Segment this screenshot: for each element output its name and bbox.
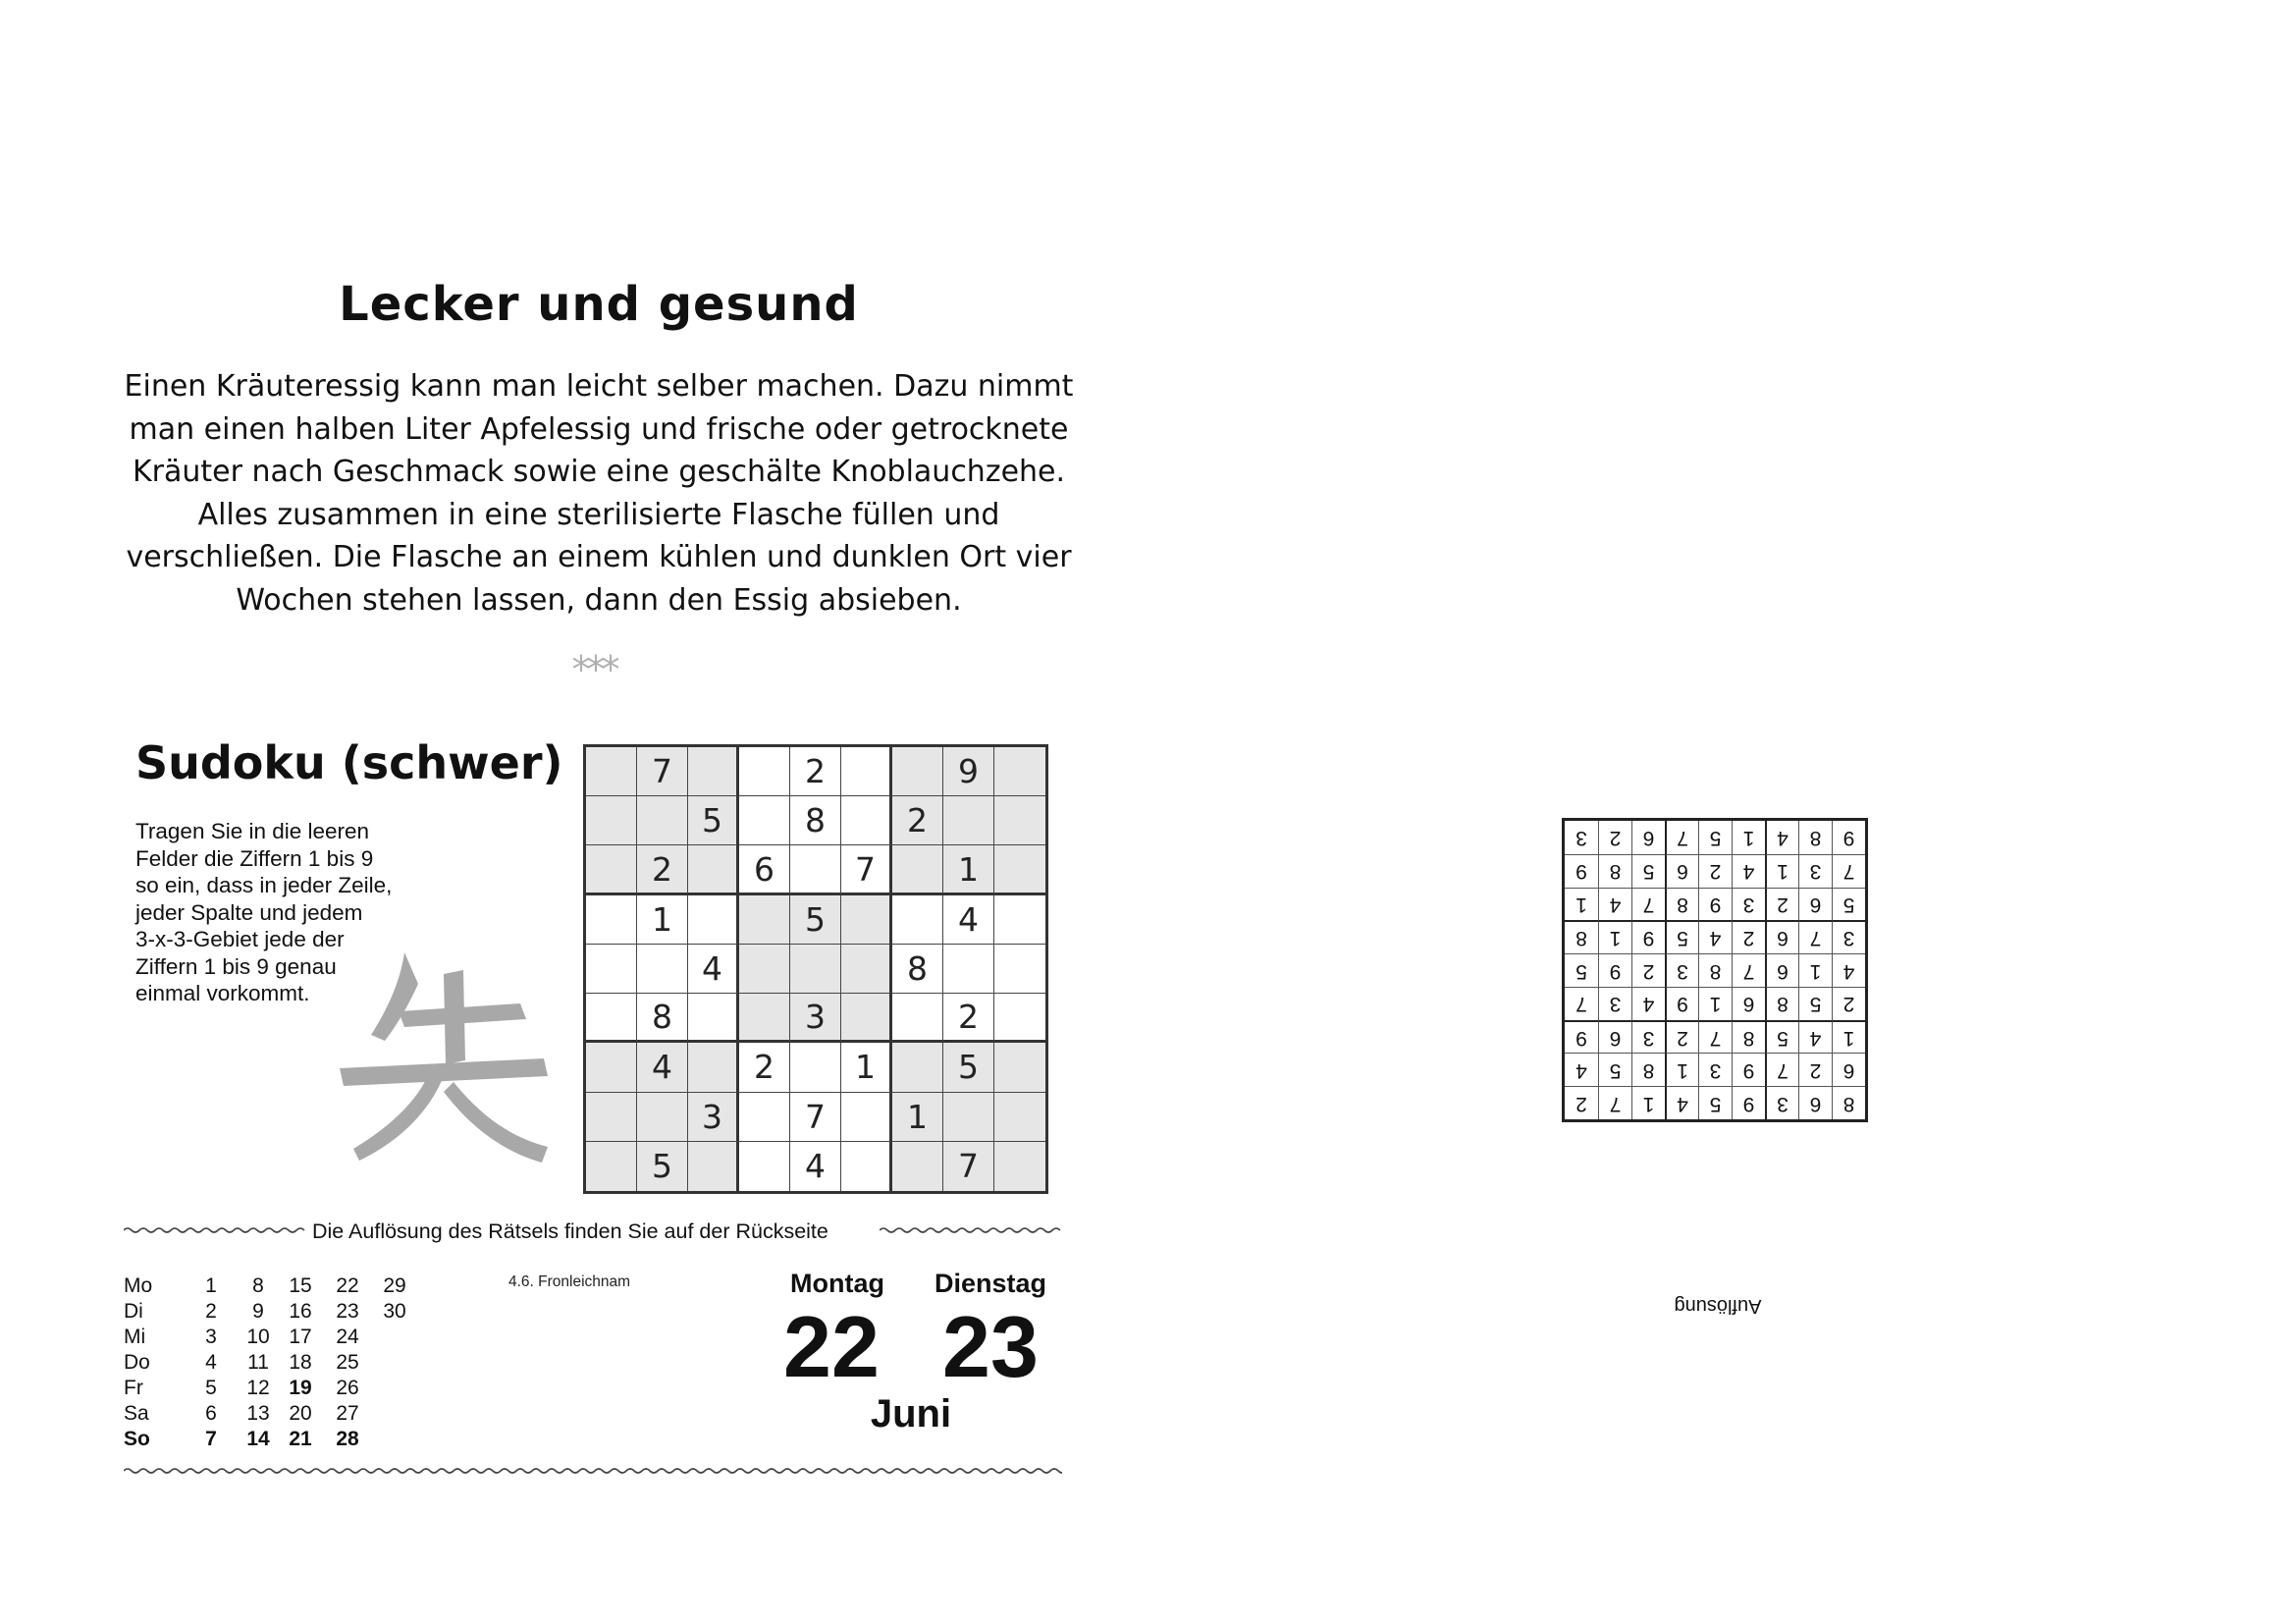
sudoku-empty-cell[interactable]	[739, 1142, 790, 1191]
sudoku-given-cell: 4	[943, 895, 994, 945]
calendar-date: 29	[383, 1274, 406, 1297]
sudoku-empty-cell[interactable]	[994, 1142, 1045, 1191]
solution-hint: Die Auflösung des Rätsels finden Sie auf der Rückseite	[312, 1219, 828, 1243]
solution-cell: 5	[1698, 1086, 1732, 1119]
sudoku-empty-cell[interactable]	[688, 994, 739, 1043]
solution-cell: 3	[1665, 953, 1698, 987]
solution-cell: 1	[1665, 1053, 1698, 1086]
calendar-weekday-label: Fr	[124, 1377, 143, 1399]
solution-cell: 7	[1732, 953, 1765, 987]
solution-cell: 2	[1598, 821, 1631, 854]
sudoku-empty-cell[interactable]	[994, 895, 1045, 945]
calendar-date: 25	[336, 1351, 359, 1374]
solution-cell: 9	[1698, 888, 1732, 921]
sudoku-given-cell: 5	[943, 1043, 994, 1092]
sudoku-empty-cell[interactable]	[790, 945, 841, 994]
sudoku-empty-cell[interactable]	[943, 945, 994, 994]
article-line: man einen halben Liter Apfelessig und frische oder getrocknete	[129, 411, 1069, 447]
solution-cell: 2	[1631, 953, 1665, 987]
holiday-note: 4.6. Fronleichnam	[508, 1273, 631, 1290]
sudoku-empty-cell[interactable]	[637, 945, 688, 994]
sudoku-empty-cell[interactable]	[586, 895, 637, 945]
separator-stars: ***	[571, 648, 616, 691]
sudoku-grid[interactable]	[583, 744, 1048, 1194]
sudoku-empty-cell[interactable]	[586, 945, 637, 994]
calendar-weekday-label: Do	[124, 1351, 150, 1374]
kanji-character-icon	[336, 945, 554, 1168]
solution-cell: 2	[1665, 1020, 1698, 1054]
sudoku-given-cell: 9	[943, 747, 994, 796]
solution-cell: 1	[1798, 953, 1832, 987]
sudoku-given-cell: 2	[739, 1043, 790, 1092]
calendar-date: 17	[289, 1326, 312, 1348]
calendar-weekday-label: Di	[124, 1300, 143, 1323]
sudoku-given-cell: 3	[688, 1093, 739, 1142]
calendar-date: 28	[336, 1428, 359, 1450]
calendar-date: 30	[383, 1300, 406, 1323]
solution-cell: 6	[1732, 987, 1765, 1020]
sudoku-given-cell: 5	[688, 796, 739, 845]
sudoku-given-cell: 4	[790, 1142, 841, 1191]
solution-cell: 5	[1631, 854, 1665, 888]
solution-cell: 5	[1798, 987, 1832, 1020]
solution-cell: 4	[1598, 888, 1631, 921]
solution-cell: 5	[1598, 1053, 1631, 1086]
instruction-line: Felder die Ziffern 1 bis 9	[135, 845, 374, 871]
day-name-monday: Montag	[790, 1269, 884, 1298]
calendar-weekday-label: Sa	[124, 1402, 149, 1425]
sudoku-empty-cell[interactable]	[586, 845, 637, 894]
solution-cell: 8	[1598, 854, 1631, 888]
solution-cell: 2	[1832, 987, 1865, 1020]
solution-cell: 9	[1732, 1086, 1765, 1119]
solution-cell: 8	[1665, 888, 1698, 921]
sudoku-empty-cell[interactable]	[688, 747, 739, 796]
solution-cell: 7	[1565, 987, 1598, 1020]
solution-cell: 9	[1598, 953, 1631, 987]
solution-cell: 6	[1665, 854, 1698, 888]
sudoku-empty-cell[interactable]	[790, 1043, 841, 1092]
solution-cell: 8	[1732, 1020, 1765, 1054]
solution-cell: 3	[1765, 1086, 1798, 1119]
calendar-date: 9	[252, 1300, 264, 1323]
sudoku-given-cell: 2	[892, 796, 943, 845]
solution-cell: 3	[1732, 888, 1765, 921]
calendar-date: 23	[336, 1300, 359, 1323]
solution-cell: 4	[1798, 1020, 1832, 1054]
solution-cell: 8	[1698, 953, 1732, 987]
sudoku-empty-cell[interactable]	[892, 994, 943, 1043]
sudoku-empty-cell[interactable]	[841, 945, 892, 994]
calendar-date: 26	[336, 1377, 359, 1399]
calendar-date: 5	[205, 1377, 217, 1399]
calendar-date: 10	[246, 1326, 270, 1348]
sudoku-empty-cell[interactable]	[739, 796, 790, 845]
sudoku-empty-cell[interactable]	[688, 845, 739, 894]
solution-cell: 1	[1732, 821, 1765, 854]
sudoku-given-cell: 5	[790, 895, 841, 945]
calendar-date: 16	[289, 1300, 312, 1323]
sudoku-empty-cell[interactable]	[637, 1093, 688, 1142]
calendar-date: 18	[289, 1351, 312, 1374]
solution-cell: 2	[1565, 1086, 1598, 1119]
sudoku-given-cell: 7	[841, 845, 892, 894]
sudoku-empty-cell[interactable]	[892, 747, 943, 796]
calendar-weekday-label: Mi	[124, 1326, 146, 1348]
solution-cell: 8	[1832, 1086, 1865, 1119]
solution-cell: 3	[1598, 987, 1631, 1020]
calendar-date: 2	[205, 1300, 217, 1323]
sudoku-given-cell: 4	[637, 1043, 688, 1092]
sudoku-given-cell: 1	[892, 1093, 943, 1142]
sudoku-empty-cell[interactable]	[892, 1043, 943, 1092]
instruction-line: Ziffern 1 bis 9 genau	[135, 953, 337, 979]
solution-cell: 4	[1565, 1053, 1598, 1086]
calendar-date: 14	[246, 1428, 270, 1450]
sudoku-empty-cell[interactable]	[586, 1043, 637, 1092]
day-number-22: 22	[783, 1298, 880, 1395]
wave-divider	[124, 1225, 306, 1235]
solution-cell: 6	[1832, 1053, 1865, 1086]
article-line: verschließen. Die Flasche an einem kühlen und dunklen Ort vier	[126, 540, 1072, 574]
solution-cell: 2	[1765, 888, 1798, 921]
sudoku-empty-cell[interactable]	[790, 845, 841, 894]
sudoku-given-cell: 6	[739, 845, 790, 894]
calendar-date: 20	[289, 1402, 312, 1425]
solution-cell: 6	[1598, 1020, 1631, 1054]
solution-cell: 4	[1665, 1086, 1698, 1119]
solution-cell: 5	[1565, 953, 1598, 987]
solution-cell: 3	[1631, 1020, 1665, 1054]
sudoku-empty-cell[interactable]	[688, 1043, 739, 1092]
sudoku-empty-cell[interactable]	[841, 1093, 892, 1142]
solution-cell: 2	[1698, 854, 1732, 888]
solution-cell: 7	[1665, 821, 1698, 854]
calendar-date: 27	[336, 1402, 359, 1425]
sudoku-given-cell: 8	[637, 994, 688, 1043]
calendar-date: 21	[289, 1428, 312, 1450]
solution-cell: 7	[1631, 888, 1665, 921]
solution-cell: 4	[1765, 821, 1798, 854]
sudoku-given-cell: 8	[790, 796, 841, 845]
solution-cell: 6	[1631, 821, 1665, 854]
calendar-date: 8	[252, 1274, 264, 1297]
article-line: Einen Kräuteressig kann man leicht selber machen. Dazu nimmt	[124, 369, 1074, 404]
sudoku-empty-cell[interactable]	[841, 1142, 892, 1191]
solution-grid	[1562, 818, 1868, 1122]
solution-cell: 8	[1631, 1053, 1665, 1086]
calendar-date: 13	[246, 1402, 270, 1425]
sudoku-empty-cell[interactable]	[943, 796, 994, 845]
instruction-line: 3-x-3-Gebiet jede der	[135, 927, 345, 951]
solution-cell: 7	[1765, 1053, 1798, 1086]
sudoku-empty-cell[interactable]	[688, 1142, 739, 1191]
solution-cell: 7	[1598, 1086, 1631, 1119]
solution-cell: 8	[1765, 987, 1798, 1020]
solution-cell: 4	[1698, 920, 1732, 953]
article-body	[118, 365, 1080, 622]
solution-cell: 3	[1698, 1053, 1732, 1086]
sudoku-empty-cell[interactable]	[586, 796, 637, 845]
sudoku-empty-cell[interactable]	[739, 747, 790, 796]
solution-cell: 3	[1798, 854, 1832, 888]
solution-cell: 9	[1565, 1020, 1598, 1054]
solution-cell: 1	[1765, 854, 1798, 888]
calendar-date: 11	[247, 1351, 269, 1374]
solution-cell: 4	[1732, 854, 1765, 888]
sudoku-given-cell: 2	[790, 747, 841, 796]
article-line: Alles zusammen in eine sterilisierte Flasche füllen und	[197, 497, 1000, 532]
solution-cell: 6	[1798, 888, 1832, 921]
sudoku-empty-cell[interactable]	[739, 895, 790, 945]
solution-cell: 1	[1565, 888, 1598, 921]
solution-cell: 8	[1798, 821, 1832, 854]
sudoku-empty-cell[interactable]	[994, 1093, 1045, 1142]
solution-cell: 3	[1575, 826, 1587, 849]
wave-divider-bottom	[124, 1466, 1062, 1476]
solution-cell: 1	[1832, 1020, 1865, 1054]
calendar-date: 1	[205, 1274, 217, 1297]
sudoku-title: Sudoku (schwer)	[135, 736, 563, 789]
sudoku-given-cell: 7	[790, 1093, 841, 1142]
solution-cell: 1	[1598, 920, 1631, 953]
sudoku-empty-cell[interactable]	[586, 1093, 637, 1142]
solution-cell: 5	[1832, 888, 1865, 921]
solution-cell: 9	[1832, 821, 1865, 854]
sudoku-empty-cell[interactable]	[586, 994, 637, 1043]
sudoku-empty-cell[interactable]	[841, 895, 892, 945]
sudoku-empty-cell[interactable]	[994, 747, 1045, 796]
sudoku-given-cell: 1	[637, 895, 688, 945]
solution-cell: 4	[1631, 987, 1665, 1020]
sudoku-empty-cell[interactable]	[586, 1142, 637, 1191]
sudoku-empty-cell[interactable]	[994, 994, 1045, 1043]
solution-cell: 5	[1698, 821, 1732, 854]
article-line: Kräuter nach Geschmack sowie eine geschälte Knoblauchzehe.	[132, 455, 1066, 489]
solution-cell: 1	[1631, 1086, 1665, 1119]
sudoku-given-cell: 1	[943, 845, 994, 894]
solution-cell: 1	[1698, 987, 1732, 1020]
solution-cell: 9	[1732, 1053, 1765, 1086]
sudoku-empty-cell[interactable]	[994, 945, 1045, 994]
sudoku-given-cell: 2	[943, 994, 994, 1043]
solution-cell: 5	[1665, 920, 1698, 953]
solution-label: Auflösung	[1674, 1295, 1762, 1317]
sudoku-given-cell: 4	[688, 945, 739, 994]
solution-cell: 4	[1832, 953, 1865, 987]
calendar-weekday-label: Mo	[124, 1274, 153, 1297]
instruction-line: einmal vorkommt.	[135, 981, 310, 1005]
sudoku-empty-cell[interactable]	[739, 994, 790, 1043]
sudoku-empty-cell[interactable]	[841, 994, 892, 1043]
wave-divider	[880, 1225, 1062, 1235]
day-name-tuesday: Dienstag	[934, 1269, 1047, 1298]
solution-cell: 6	[1765, 953, 1798, 987]
sudoku-empty-cell[interactable]	[841, 796, 892, 845]
solution-cell: 6	[1798, 1086, 1832, 1119]
sudoku-empty-cell[interactable]	[739, 945, 790, 994]
sudoku-empty-cell[interactable]	[892, 845, 943, 894]
sudoku-given-cell: 1	[841, 1043, 892, 1092]
sudoku-empty-cell[interactable]	[637, 796, 688, 845]
instruction-line: Tragen Sie in die leeren	[135, 819, 370, 843]
calendar-date: 15	[289, 1274, 312, 1297]
solution-cell: 5	[1765, 1020, 1798, 1054]
day-number-23: 23	[942, 1298, 1039, 1395]
calendar-date: 7	[205, 1428, 217, 1450]
month-name: Juni	[870, 1392, 952, 1435]
sudoku-empty-cell[interactable]	[586, 747, 637, 796]
solution-cell: 2	[1798, 1053, 1832, 1086]
calendar-date: 24	[336, 1326, 359, 1348]
instruction-line: jeder Spalte und jedem	[135, 899, 363, 925]
sudoku-empty-cell[interactable]	[994, 845, 1045, 894]
solution-cell: 7	[1832, 854, 1865, 888]
calendar-date: 4	[205, 1351, 217, 1374]
sudoku-empty-cell[interactable]	[994, 1043, 1045, 1092]
calendar-date: 6	[205, 1402, 217, 1425]
sudoku-empty-cell[interactable]	[739, 1093, 790, 1142]
sudoku-empty-cell[interactable]	[892, 1142, 943, 1191]
sudoku-given-cell: 2	[637, 845, 688, 894]
calendar-date: 22	[336, 1274, 359, 1297]
sudoku-empty-cell[interactable]	[841, 747, 892, 796]
sudoku-given-cell: 5	[637, 1142, 688, 1191]
sudoku-empty-cell[interactable]	[892, 895, 943, 945]
sudoku-given-cell: 8	[892, 945, 943, 994]
solution-cell: 8	[1565, 920, 1598, 953]
solution-cell: 7	[1698, 1020, 1732, 1054]
calendar-weekday-label: So	[124, 1428, 150, 1450]
sudoku-given-cell: 7	[943, 1142, 994, 1191]
article-title: Lecker und gesund	[339, 277, 859, 332]
solution-cell: 2	[1732, 920, 1765, 953]
calendar-date: 12	[246, 1377, 270, 1399]
instruction-line: so ein, dass in jeder Zeile,	[135, 873, 393, 897]
solution-cell: 7	[1798, 920, 1832, 953]
solution-cell: 6	[1765, 920, 1798, 953]
solution-cell: 9	[1631, 920, 1665, 953]
solution-cell: 3	[1832, 920, 1865, 953]
sudoku-empty-cell[interactable]	[688, 895, 739, 945]
sudoku-empty-cell[interactable]	[943, 1093, 994, 1142]
sudoku-given-cell: 7	[637, 747, 688, 796]
solution-cell: 9	[1665, 987, 1698, 1020]
sudoku-empty-cell[interactable]	[994, 796, 1045, 845]
calendar-date: 3	[205, 1326, 217, 1348]
sudoku-given-cell: 3	[790, 994, 841, 1043]
calendar-date: 19	[289, 1377, 312, 1399]
solution-cell: 9	[1565, 854, 1598, 888]
article-line: Wochen stehen lassen, dann den Essig absieben.	[236, 582, 962, 618]
